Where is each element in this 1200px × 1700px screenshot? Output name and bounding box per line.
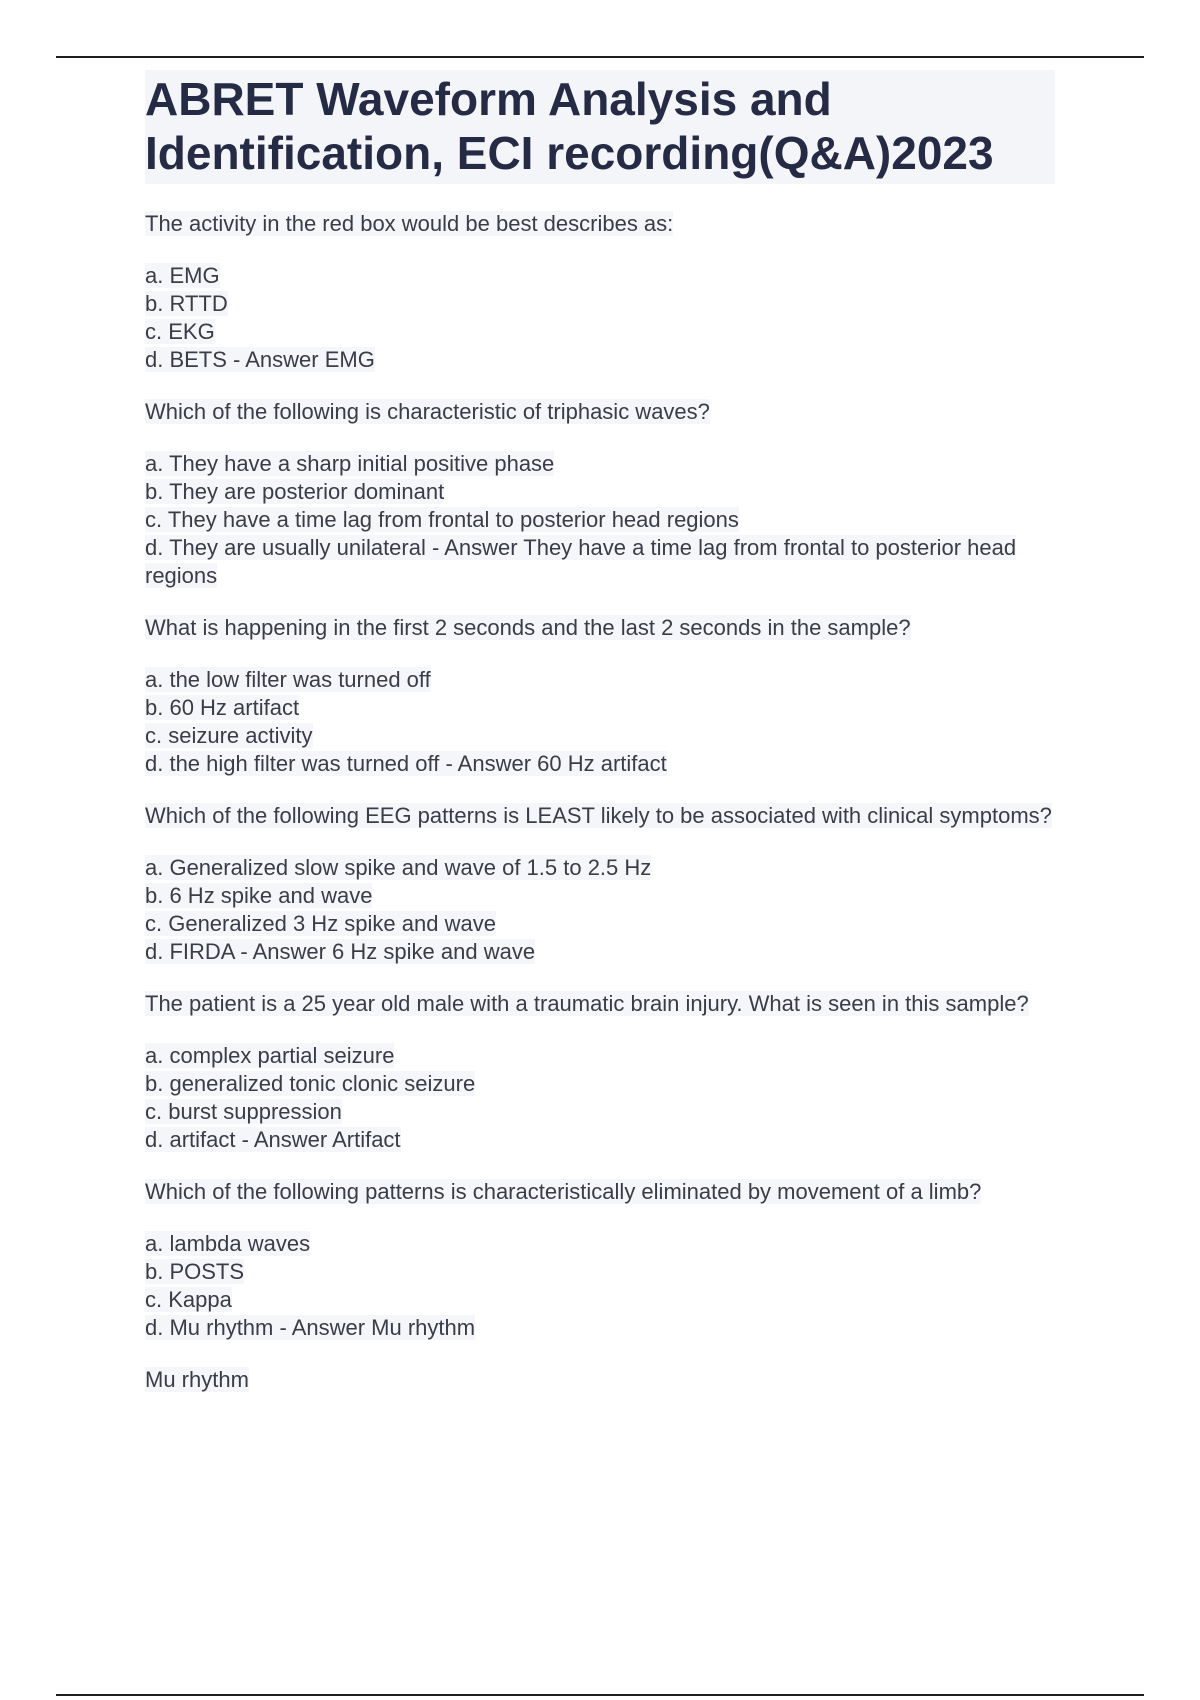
option-a: a. complex partial seizure bbox=[145, 1043, 395, 1068]
option-c: c. seizure activity bbox=[145, 723, 313, 748]
option-d-answer: d. Mu rhythm - Answer Mu rhythm bbox=[145, 1315, 476, 1340]
options-list bbox=[145, 666, 1055, 778]
trailing-text: Mu rhythm bbox=[145, 1367, 249, 1392]
option-a: a. EMG bbox=[145, 263, 220, 288]
options-list bbox=[145, 1042, 1055, 1154]
document-body bbox=[145, 70, 1055, 1394]
option-a: a. They have a sharp initial positive phase bbox=[145, 451, 555, 476]
option-b: b. generalized tonic clonic seizure bbox=[145, 1071, 476, 1096]
question-block-4 bbox=[145, 802, 1055, 966]
option-d-answer: d. They are usually unilateral - Answer They have a time lag from frontal to posterior head regions bbox=[145, 535, 1017, 588]
option-b: b. 6 Hz spike and wave bbox=[145, 883, 373, 908]
question-block-1 bbox=[145, 210, 1055, 374]
option-c: c. EKG bbox=[145, 319, 215, 344]
options-list bbox=[145, 450, 1055, 590]
option-a: a. lambda waves bbox=[145, 1231, 311, 1256]
option-d-answer: d. FIRDA - Answer 6 Hz spike and wave bbox=[145, 939, 536, 964]
option-c: c. Kappa bbox=[145, 1287, 232, 1312]
option-b: b. 60 Hz artifact bbox=[145, 695, 300, 720]
question-text: The patient is a 25 year old male with a traumatic brain injury. What is seen in this sample? bbox=[145, 991, 1029, 1016]
question-text: What is happening in the first 2 seconds and the last 2 seconds in the sample? bbox=[145, 615, 911, 640]
options-list bbox=[145, 262, 1055, 374]
question-text: Which of the following EEG patterns is LEAST likely to be associated with clinical symptoms? bbox=[145, 803, 1052, 828]
question-text: Which of the following is characteristic of triphasic waves? bbox=[145, 399, 710, 424]
document-title: ABRET Waveform Analysis and Identification, ECI recording(Q&A)2023 bbox=[145, 70, 1055, 184]
question-block-3 bbox=[145, 614, 1055, 778]
question-block-2 bbox=[145, 398, 1055, 590]
option-a: a. Generalized slow spike and wave of 1.5 to 2.5 Hz bbox=[145, 855, 652, 880]
question-block-5 bbox=[145, 990, 1055, 1154]
option-a: a. the low filter was turned off bbox=[145, 667, 431, 692]
option-d-answer: d. BETS - Answer EMG bbox=[145, 347, 375, 372]
option-b: b. RTTD bbox=[145, 291, 228, 316]
options-list bbox=[145, 1230, 1055, 1342]
question-text: Which of the following patterns is characteristically eliminated by movement of a limb? bbox=[145, 1179, 982, 1204]
option-b: b. They are posterior dominant bbox=[145, 479, 445, 504]
option-b: b. POSTS bbox=[145, 1259, 245, 1284]
bottom-rule bbox=[56, 1694, 1144, 1696]
question-text: The activity in the red box would be best describes as: bbox=[145, 211, 674, 236]
option-d-answer: d. the high filter was turned off - Answer 60 Hz artifact bbox=[145, 751, 667, 776]
option-c: c. They have a time lag from frontal to posterior head regions bbox=[145, 507, 739, 532]
option-c: c. Generalized 3 Hz spike and wave bbox=[145, 911, 496, 936]
top-rule bbox=[56, 56, 1144, 58]
question-block-6 bbox=[145, 1178, 1055, 1342]
options-list bbox=[145, 854, 1055, 966]
option-c: c. burst suppression bbox=[145, 1099, 342, 1124]
option-d-answer: d. artifact - Answer Artifact bbox=[145, 1127, 401, 1152]
